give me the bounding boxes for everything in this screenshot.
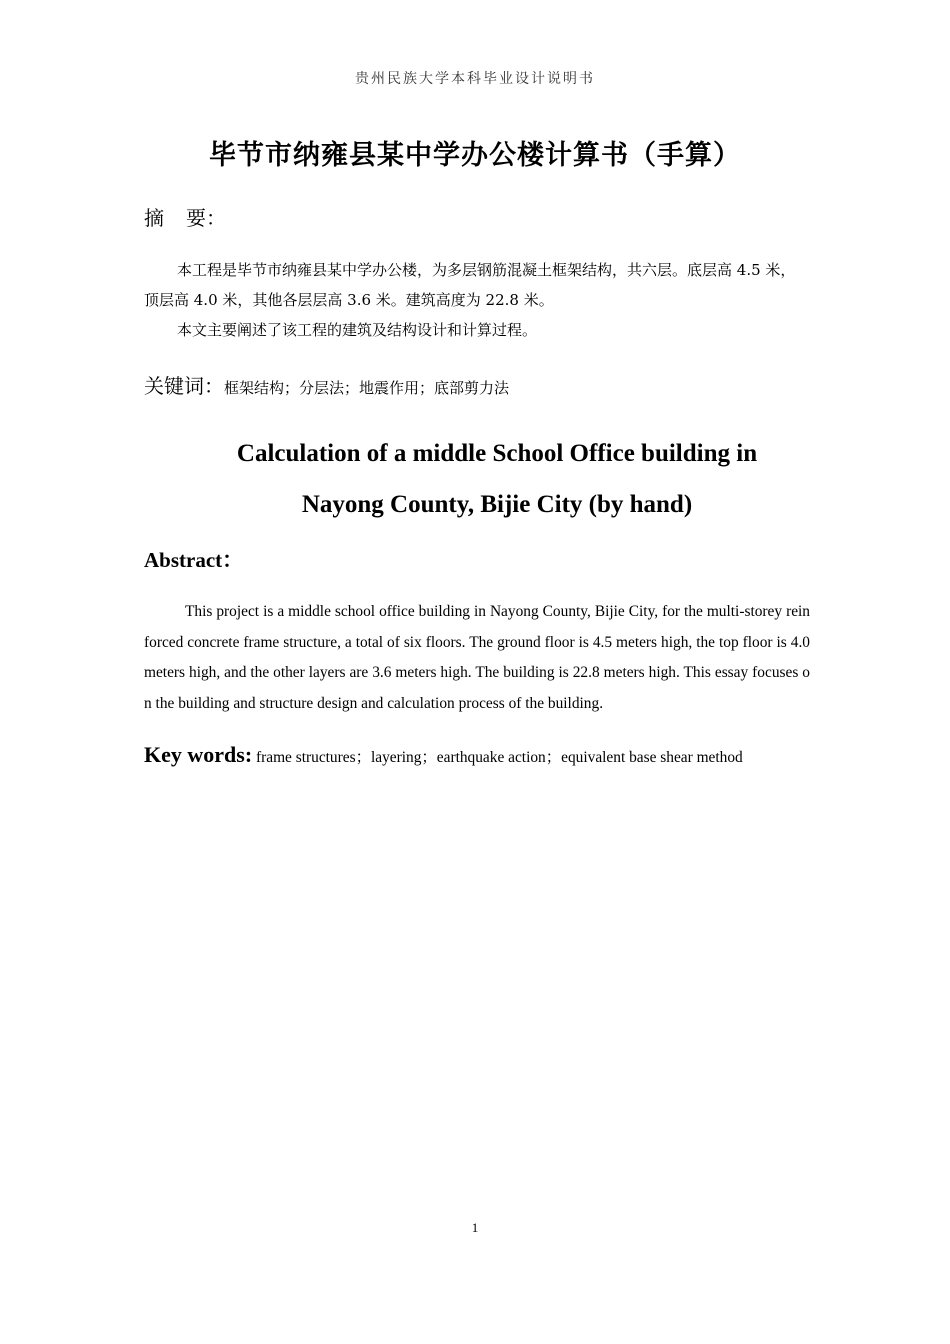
english-abstract-heading: Abstract：: [144, 548, 244, 572]
english-keywords: [144, 742, 824, 768]
chinese-abstract-body: [144, 255, 808, 345]
chinese-keywords: [144, 370, 808, 399]
english-abstract-paragraph: This project is a middle school office building in Nayong County, Bijie City, for the multi-storey reinforced concrete frame structure, a total of six floors. The ground floor is 4.5 meters high, the top floor is 4.0 meters high, and the other layers are 3.6 meters high. The building is 22.8 meters high. This essay focuses on the building and structure design and calculation process of the building.: [144, 603, 810, 712]
chinese-keywords-text: 框架结构；分层法；地震作用；底部剪力法: [224, 379, 510, 397]
chinese-abstract-paragraph: 本工程是毕节市纳雍县某中学办公楼，为多层钢筋混凝土框架结构，共六层。底层高 4.5 米，顶层高 4.0 米，其他各层层高 3.6 米。建筑高度为 22.8 米。: [144, 261, 796, 309]
english-title-line-2: Nayong County, Bijie City (by hand): [301, 491, 693, 518]
chinese-abstract-label-part-2: 要：: [186, 206, 226, 230]
chinese-abstract-paragraph: 本文主要阐述了该工程的建筑及结构设计和计算过程。: [177, 321, 538, 339]
chinese-abstract-heading: [144, 202, 226, 231]
page-number: 1: [471, 1220, 479, 1235]
english-title-line-1: Calculation of a middle School Office building in: [236, 440, 758, 467]
chinese-title: 毕节市纳雍县某中学办公楼计算书（手算）: [209, 140, 741, 171]
chinese-keywords-label: 关键词：: [144, 374, 224, 398]
chinese-abstract-label-part-1: 摘: [144, 206, 164, 230]
english-title: [0, 428, 950, 530]
header-rule: [144, 96, 806, 97]
english-keywords-text: frame structures；layering；earthquake action；equivalent base shear method: [252, 749, 743, 766]
english-abstract-body: [144, 597, 810, 719]
running-header: 贵州民族大学本科毕业设计说明书: [355, 71, 595, 87]
english-keywords-label: Key words:: [144, 742, 253, 767]
